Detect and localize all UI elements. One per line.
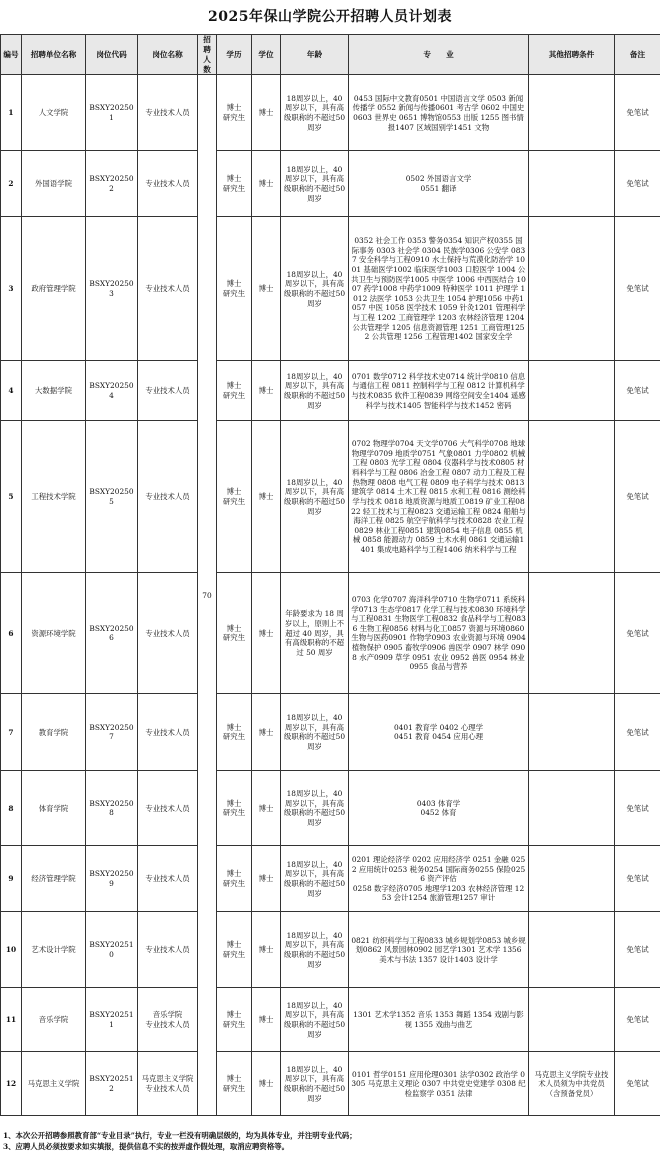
cell-post: 专业技术人员 [138, 846, 198, 912]
header-remark: 备注 [615, 35, 660, 75]
cell-no: 9 [1, 846, 22, 912]
cell-edu: 博士 研究生 [217, 988, 252, 1052]
cell-remark: 免笔试 [615, 217, 660, 361]
cell-major: 0101 哲学0151 应用伦理0301 法学0302 政治学 0305 马克思主义理论 0307 中共党史党建学 0308 纪检监察学 0351 法律 [349, 1052, 529, 1116]
cell-unit: 工程技术学院 [22, 421, 86, 573]
cell-other [529, 846, 615, 912]
footnote-1: 1、本次公开招聘参照教育部“专业目录”执行，专业一栏没有明确层级的，均为具体专业，并注明专业代码； [3, 1131, 357, 1140]
cell-post: 专业技术人员 [138, 151, 198, 217]
cell-other [529, 694, 615, 771]
cell-post: 专业技术人员 [138, 573, 198, 694]
cell-degree: 博士 [252, 771, 281, 846]
cell-unit: 经济管理学院 [22, 846, 86, 912]
table-row [1, 846, 660, 912]
cell-no: 12 [1, 1052, 22, 1116]
cell-age: 18周岁以上，40周岁以下，具有高级职称的不超过50周岁 [281, 217, 349, 361]
table-row [1, 217, 660, 361]
cell-post: 马克思主义学院 专业技术人员 [138, 1052, 198, 1116]
cell-remark: 免笔试 [615, 771, 660, 846]
cell-unit: 马克思主义学院 [22, 1052, 86, 1116]
header-unit: 招聘单位名称 [22, 35, 86, 75]
header-age: 年龄 [281, 35, 349, 75]
cell-degree: 博士 [252, 75, 281, 151]
cell-degree: 博士 [252, 573, 281, 694]
cell-remark: 免笔试 [615, 912, 660, 988]
cell-post: 专业技术人员 [138, 912, 198, 988]
cell-code: BSXY202504 [86, 361, 138, 421]
table-row [1, 151, 660, 217]
header-post: 岗位名称 [138, 35, 198, 75]
cell-major: 0502 外国语言文学 0551 翻译 [349, 151, 529, 217]
cell-age: 年龄要求为 18 周岁以上，原则上不超过 40 周岁，具有高级职称的不超过 50 周岁 [281, 573, 349, 694]
cell-unit: 体育学院 [22, 771, 86, 846]
cell-code: BSXY202507 [86, 694, 138, 771]
header-major: 专 业 [349, 35, 529, 75]
cell-degree: 博士 [252, 846, 281, 912]
cell-remark: 免笔试 [615, 361, 660, 421]
cell-no: 10 [1, 912, 22, 988]
cell-unit: 政府管理学院 [22, 217, 86, 361]
cell-no: 3 [1, 217, 22, 361]
cell-major: 0453 国际中文教育0501 中国语言文学 0503 新闻传播学 0552 新闻与传播0601 考古学 0602 中国史 0603 世界史 0651 博物馆0553 出版 1255 图书情报1407 区域国别学1451 文物 [349, 75, 529, 151]
cell-unit: 音乐学院 [22, 988, 86, 1052]
cell-remark: 免笔试 [615, 421, 660, 573]
cell-remark: 免笔试 [615, 694, 660, 771]
table-row [1, 771, 660, 846]
cell-edu: 博士 研究生 [217, 912, 252, 988]
header-other: 其他招聘条件 [529, 35, 615, 75]
header-row [1, 35, 660, 75]
cell-post: 专业技术人员 [138, 217, 198, 361]
cell-age: 18周岁以上，40周岁以下，具有高级职称的不超过50周岁 [281, 421, 349, 573]
cell-no: 5 [1, 421, 22, 573]
cell-code: BSXY202509 [86, 846, 138, 912]
cell-post: 专业技术人员 [138, 361, 198, 421]
cell-code: BSXY202512 [86, 1052, 138, 1116]
cell-major: 0201 理论经济学 0202 应用经济学 0251 金融 0252 应用统计0253 税务0254 国际商务0255 保险0256 资产评估 0258 数字经济0705 地理学1203 农林经济管理 1253 会计1254 旅游管理1257 审计 [349, 846, 529, 912]
cell-code: BSXY202505 [86, 421, 138, 573]
cell-code: BSXY202511 [86, 988, 138, 1052]
table-row [1, 573, 660, 694]
cell-unit: 大数据学院 [22, 361, 86, 421]
cell-unit: 教育学院 [22, 694, 86, 771]
table-row [1, 421, 660, 573]
cell-other [529, 912, 615, 988]
cell-major: 0702 物理学0704 天文学0706 大气科学0708 地球物理学0709 地质学0751 气象0801 力学0802 机械工程 0803 光学工程 0804 仪器科学与技术0805 材料科学与工程 0806 冶金工程 0807 动力工程及工程热物理 0808 电气工程 0809 电子科学与技术 0813 建筑学 0814 土木工程 0815 水利工程 0816 测绘科学与技术 0818 地质资源与地质工0819 矿业工程0822 轻工技术与工程0823 交通运输工程 0824 船舶与海洋工程 0825 航空宇航科学与技术0828 农业工程 0829 林业工程0851 建筑0854 电子信息 0855 机械 0858 能源动力 0859 土木水利 0861 交通运输1401 集成电路科学与工程1406 纳米科学与工程 [349, 421, 529, 573]
cell-quota-total: 70 [198, 75, 217, 1116]
cell-other [529, 217, 615, 361]
cell-no: 4 [1, 361, 22, 421]
cell-remark: 免笔试 [615, 151, 660, 217]
header-edu: 学历 [217, 35, 252, 75]
cell-age: 18周岁以上，40周岁以下，具有高级职称的不超过50周岁 [281, 912, 349, 988]
cell-unit: 艺术设计学院 [22, 912, 86, 988]
table-row [1, 1052, 660, 1116]
cell-remark: 免笔试 [615, 846, 660, 912]
cell-edu: 博士 研究生 [217, 151, 252, 217]
cell-other: 马克思主义学院专业技术人员须为中共党员（含预备党员） [529, 1052, 615, 1116]
cell-no: 7 [1, 694, 22, 771]
cell-degree: 博士 [252, 421, 281, 573]
cell-major: 0352 社会工作 0353 警务0354 知识产权0355 国际事务 0303 社会学 0304 民族学0306 公安学 0837 安全科学与工程0910 水土保持与荒漠化防治学 1001 基础医学1002 临床医学1003 口腔医学 1004 公共卫生与预防医学1005 中医学 1006 中西医结合 1007 药学1008 中药学1009 特种医学 1011 护理学 1012 法医学 1053 公共卫生 1054 护理1056 中药1057 中医 1058 医学技术 1059 针灸1201 管理科学与工程 1202 工商管理学 1203 农林经济管理 1204 公共管理学 1205 信息资源管理 1251 工商管理1252 公共管理 1256 工程管理1402 国家安全学 [349, 217, 529, 361]
cell-age: 18周岁以上，40周岁以下，具有高级职称的不超过50周岁 [281, 1052, 349, 1116]
cell-remark: 免笔试 [615, 573, 660, 694]
table-row [1, 912, 660, 988]
cell-edu: 博士 研究生 [217, 217, 252, 361]
table-row [1, 988, 660, 1052]
cell-unit: 外国语学院 [22, 151, 86, 217]
cell-code: BSXY202508 [86, 771, 138, 846]
page-title: 2025年保山学院公开招聘人员计划表 [208, 9, 452, 25]
cell-edu: 博士 研究生 [217, 1052, 252, 1116]
cell-degree: 博士 [252, 217, 281, 361]
table-row [1, 75, 660, 151]
cell-major: 0701 数学0712 科学技术史0714 统计学0810 信息与通信工程 0811 控制科学与工程 0812 计算机科学与技术0835 软件工程0839 网络空间安全1404 遥感科学与技术1405 智能科学与技术1452 密码 [349, 361, 529, 421]
cell-unit: 人文学院 [22, 75, 86, 151]
cell-no: 1 [1, 75, 22, 151]
cell-degree: 博士 [252, 912, 281, 988]
cell-major: 0401 教育学 0402 心理学 0451 教育 0454 应用心理 [349, 694, 529, 771]
cell-other [529, 988, 615, 1052]
header-quota: 招聘人数 [198, 35, 217, 75]
cell-age: 18周岁以上，40周岁以下，具有高级职称的不超过50周岁 [281, 771, 349, 846]
cell-other [529, 361, 615, 421]
cell-code: BSXY202502 [86, 151, 138, 217]
cell-age: 18周岁以上，40周岁以下，具有高级职称的不超过50周岁 [281, 75, 349, 151]
cell-degree: 博士 [252, 988, 281, 1052]
cell-edu: 博士 研究生 [217, 846, 252, 912]
header-no: 编号 [1, 35, 22, 75]
cell-major: 1301 艺术学1352 音乐 1353 舞蹈 1354 戏剧与影视 1355 戏曲与曲艺 [349, 988, 529, 1052]
cell-other [529, 151, 615, 217]
cell-remark: 免笔试 [615, 988, 660, 1052]
cell-other [529, 771, 615, 846]
cell-age: 18周岁以上，40周岁以下，具有高级职称的不超过50周岁 [281, 151, 349, 217]
cell-code: BSXY202510 [86, 912, 138, 988]
cell-edu: 博士 研究生 [217, 573, 252, 694]
cell-other [529, 573, 615, 694]
cell-code: BSXY202501 [86, 75, 138, 151]
cell-edu: 博士 研究生 [217, 694, 252, 771]
cell-code: BSXY202503 [86, 217, 138, 361]
cell-degree: 博士 [252, 151, 281, 217]
cell-degree: 博士 [252, 694, 281, 771]
cell-remark: 免笔试 [615, 75, 660, 151]
recruitment-table [0, 34, 660, 1116]
cell-age: 18周岁以上，40周岁以下，具有高级职称的不超过50周岁 [281, 694, 349, 771]
cell-age: 18周岁以上，40周岁以下，具有高级职称的不超过50周岁 [281, 846, 349, 912]
cell-remark: 免笔试 [615, 1052, 660, 1116]
cell-post: 专业技术人员 [138, 421, 198, 573]
footnotes [3, 1131, 657, 1152]
cell-post: 专业技术人员 [138, 771, 198, 846]
cell-age: 18周岁以上，40周岁以下，具有高级职称的不超过50周岁 [281, 361, 349, 421]
cell-no: 8 [1, 771, 22, 846]
cell-degree: 博士 [252, 1052, 281, 1116]
cell-no: 2 [1, 151, 22, 217]
cell-code: BSXY202506 [86, 573, 138, 694]
cell-post: 音乐学院 专业技术人员 [138, 988, 198, 1052]
cell-major: 0403 体育学 0452 体育 [349, 771, 529, 846]
cell-no: 6 [1, 573, 22, 694]
cell-edu: 博士 研究生 [217, 421, 252, 573]
header-code: 岗位代码 [86, 35, 138, 75]
cell-other [529, 421, 615, 573]
cell-edu: 博士 研究生 [217, 771, 252, 846]
cell-post: 专业技术人员 [138, 694, 198, 771]
header-degree: 学位 [252, 35, 281, 75]
cell-major: 0703 化学0707 海洋科学0710 生物学0711 系统科学0713 生态学0817 化学工程与技术0830 环境科学与工程0831 生物医学工程0832 食品科学与工程0836 生物工程0856 材料与化工0857 资源与环境0860 生物与医药0901 作物学0903 农业资源与环境 0904 植物保护 0905 畜牧学0906 兽医学 0907 林学 0908 水产0909 草学 0951 农业 0952 兽医 0954 林业 0955 食品与营养 [349, 573, 529, 694]
cell-no: 11 [1, 988, 22, 1052]
cell-major: 0821 纺织科学与工程0833 城乡规划学0853 城乡规划0862 风景园林0902 园艺学1301 艺术学 1356 美术与书法 1357 设计1403 设计学 [349, 912, 529, 988]
footnote-3: 3、应聘人员必须按要求如实填报，提供信息不实的按弄虚作假处理，取消应聘资格等。 [3, 1141, 289, 1151]
cell-other [529, 75, 615, 151]
table-row [1, 361, 660, 421]
cell-edu: 博士 研究生 [217, 75, 252, 151]
cell-degree: 博士 [252, 361, 281, 421]
table-row [1, 694, 660, 771]
cell-age: 18周岁以上，40周岁以下，具有高级职称的不超过50周岁 [281, 988, 349, 1052]
cell-post: 专业技术人员 [138, 75, 198, 151]
cell-edu: 博士 研究生 [217, 361, 252, 421]
cell-unit: 资源环境学院 [22, 573, 86, 694]
